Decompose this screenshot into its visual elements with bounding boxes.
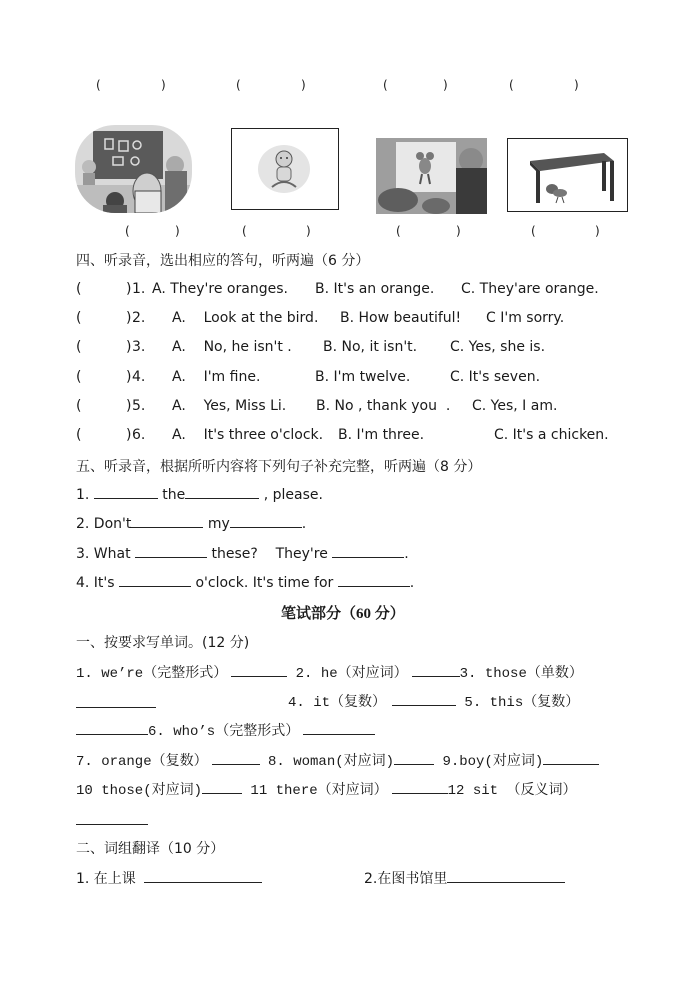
answer-blank[interactable] xyxy=(338,574,410,587)
question-number: 5. xyxy=(132,398,146,414)
item-text: 3. those（单数） xyxy=(459,666,583,682)
item-text: 4. it（复数） xyxy=(288,695,387,711)
baby-doll-picture xyxy=(231,128,339,210)
paren-close: ) xyxy=(574,78,579,92)
option-c: C. Yes, she is. xyxy=(450,339,546,355)
paren-close: ) xyxy=(443,78,448,92)
option-a: A. Look at the bird. xyxy=(172,310,319,326)
paren-close: ) xyxy=(301,78,306,92)
answer-blank[interactable] xyxy=(119,574,191,587)
list-item xyxy=(76,779,576,799)
sentence-text: , please. xyxy=(259,487,323,503)
option-c: C. Yes, I am. xyxy=(472,398,558,414)
item-text: 8. woman(对应词) xyxy=(259,754,395,770)
option-a: A. They're oranges. xyxy=(152,281,288,297)
section4-title: 四、听录音，选出相应的答句，听两遍（6 分） xyxy=(76,253,370,269)
list-item xyxy=(76,574,414,591)
answer-blank[interactable] xyxy=(135,545,207,558)
answer-blank[interactable] xyxy=(447,870,565,883)
item-text: 9.boy(对应词) xyxy=(434,754,544,770)
paren-open: ( xyxy=(96,78,101,92)
answer-blank[interactable] xyxy=(231,664,287,677)
answer-blank[interactable]: ( ) xyxy=(76,281,132,297)
answer-blank[interactable] xyxy=(303,722,375,735)
item-text: 11 there（对应词） xyxy=(242,783,388,799)
answer-blank[interactable] xyxy=(392,781,448,794)
answer-blank[interactable]: ( ) xyxy=(76,339,132,355)
answer-blank[interactable] xyxy=(543,752,599,765)
paren-close: ) xyxy=(306,224,311,238)
paren-open: ( xyxy=(509,78,514,92)
answer-blank[interactable] xyxy=(212,752,260,765)
answer-blank[interactable] xyxy=(144,870,262,883)
list-item xyxy=(76,662,583,682)
list-item xyxy=(288,691,579,711)
sentence-text: 2. Don't xyxy=(76,516,132,532)
answer-blank[interactable] xyxy=(185,486,259,499)
answer-blank[interactable] xyxy=(230,515,302,528)
option-b: B. I'm three. xyxy=(338,427,425,443)
answer-blank[interactable]: ( ) xyxy=(76,427,132,443)
answer-blank[interactable] xyxy=(392,693,456,706)
list-item xyxy=(76,720,375,740)
option-b: B. No , thank you . xyxy=(316,398,451,414)
list-item xyxy=(364,868,565,888)
answer-blank[interactable] xyxy=(202,781,242,794)
answer-blank[interactable] xyxy=(76,812,148,825)
question-number: 2. xyxy=(132,310,146,326)
sentence-text: 3. What xyxy=(76,546,136,562)
sentence-text: . xyxy=(409,575,415,591)
option-b: B. I'm twelve. xyxy=(315,369,411,385)
sentence-text: the xyxy=(157,487,186,503)
item-text: 2. he（对应词） xyxy=(287,666,408,682)
option-c: C I'm sorry. xyxy=(486,310,565,326)
answer-blank[interactable] xyxy=(131,515,203,528)
option-a: A. No, he isn't . xyxy=(172,339,292,355)
answer-blank[interactable]: ( ) xyxy=(76,398,132,414)
item-text: 5. this（复数） xyxy=(456,695,580,711)
sentence-text: o'clock. It's time for xyxy=(191,575,338,591)
section5-title: 五、听录音，根据所听内容将下列句子补充完整，听两遍（8 分） xyxy=(76,459,482,475)
answer-blank[interactable] xyxy=(76,695,156,708)
written-part-title: 笔试部分（60 分） xyxy=(281,606,405,622)
paren-close: ) xyxy=(161,78,166,92)
sentence-text: . xyxy=(301,516,307,532)
option-a: A. I'm fine. xyxy=(172,369,261,385)
option-c: C. It's seven. xyxy=(450,369,541,385)
classroom-scene-picture xyxy=(75,125,192,213)
paren-close: ) xyxy=(456,224,461,238)
option-b: B. No, it isn't. xyxy=(323,339,418,355)
option-b: B. How beautiful! xyxy=(340,310,462,326)
question-number: 1. xyxy=(132,281,146,297)
answer-blank[interactable] xyxy=(76,722,148,735)
mouse-picture-scene xyxy=(376,138,487,214)
paren-open: ( xyxy=(236,78,241,92)
answer-blank[interactable] xyxy=(412,664,460,677)
answer-blank[interactable]: ( ) xyxy=(76,369,132,385)
option-a: A. It's three o'clock. xyxy=(172,427,324,443)
question-number: 4. xyxy=(132,369,146,385)
list-item xyxy=(76,693,156,712)
sentence-text: these? They're xyxy=(207,546,333,562)
paren-open: ( xyxy=(531,224,536,238)
paren-open: ( xyxy=(396,224,401,238)
list-item xyxy=(76,750,599,770)
list-item xyxy=(76,810,148,829)
paren-open: ( xyxy=(383,78,388,92)
option-c: C. They'are orange. xyxy=(461,281,599,297)
part2-title: 二、词组翻译（10 分） xyxy=(76,841,225,857)
part1-title: 一、按要求写单词。(12 分) xyxy=(76,635,250,651)
question-number: 3. xyxy=(132,339,146,355)
list-item xyxy=(76,486,323,503)
item-text: 1. we’re（完整形式） xyxy=(76,666,228,682)
question-number: 6. xyxy=(132,427,146,443)
item-text: 1. 在上课 xyxy=(76,871,141,887)
paren-open: ( xyxy=(242,224,247,238)
item-text: 10 those(对应词) xyxy=(76,783,203,799)
list-item xyxy=(76,515,306,532)
paren-close: ) xyxy=(595,224,600,238)
sentence-text: my xyxy=(203,516,230,532)
list-item xyxy=(76,868,262,888)
option-b: B. It's an orange. xyxy=(315,281,435,297)
answer-blank[interactable]: ( ) xyxy=(76,310,132,326)
sentence-text: 4. It's xyxy=(76,575,120,591)
answer-blank[interactable] xyxy=(394,752,434,765)
sentence-text: 1. xyxy=(76,487,94,503)
option-c: C. It's a chicken. xyxy=(494,427,609,443)
list-item xyxy=(76,545,409,562)
item-text: 12 sit （反义词） xyxy=(447,783,577,799)
item-text: 6. who’s（完整形式） xyxy=(148,724,300,740)
sentence-text: . xyxy=(404,546,409,562)
item-text: 7. orange（复数） xyxy=(76,754,208,770)
option-a: A. Yes, Miss Li. xyxy=(172,398,287,414)
answer-blank[interactable] xyxy=(332,545,404,558)
item-text: 2.在图书馆里 xyxy=(364,871,448,887)
answer-blank[interactable] xyxy=(94,486,158,499)
paren-close: ) xyxy=(175,224,180,238)
paren-open: ( xyxy=(125,224,130,238)
bird-under-desk-picture xyxy=(507,138,628,212)
